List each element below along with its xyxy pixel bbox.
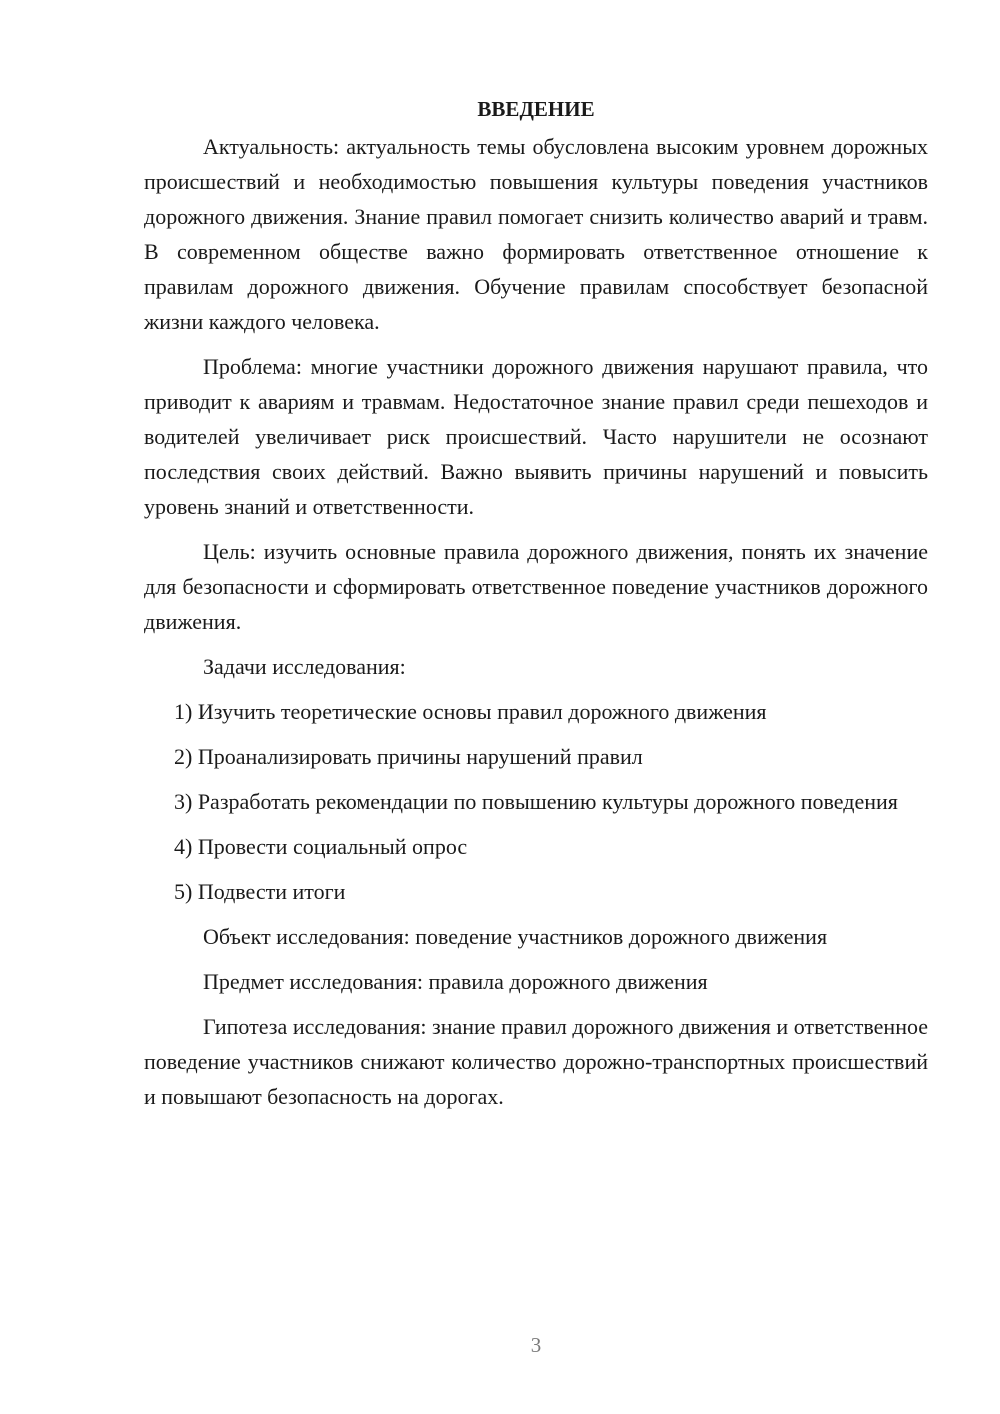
relevance-paragraph: Актуальность: актуальность темы обусловлена высоким уровнем дорожных происшествий и необходимостью повышения культуры поведения участников дорожного движения. Знание правил помогает снизить количество аварий и травм. В современном обществе важно формировать ответственное отношение к правилам дорожного движения. Обучение правилам способствует безопасной жизни каждого человека. [144, 134, 928, 334]
research-subject: Предмет исследования: правила дорожного движения [203, 969, 708, 994]
task-item-1: 1) Изучить теоретические основы правил дорожного движения [174, 699, 767, 724]
task-item-2: 2) Проанализировать причины нарушений правил [174, 744, 643, 769]
problem-paragraph: Проблема: многие участники дорожного движения нарушают правила, что приводит к авариям и травмам. Недостаточное знание правил среди пешеходов и водителей увеличивает риск происшествий. Часто нарушители не осознают последствия своих действий. Важно выявить причины нарушений и повысить уровень знаний и ответственности. [144, 354, 928, 519]
goal-paragraph: Цель: изучить основные правила дорожного движения, понять их значение для безопасности и сформировать ответственное поведение участников дорожного движения. [144, 539, 928, 634]
page-content [144, 92, 928, 1124]
task-item-5: 5) Подвести итоги [174, 879, 346, 904]
page-number: 3 [530, 1333, 542, 1357]
research-object: Объект исследования: поведение участников дорожного движения [203, 924, 828, 949]
tasks-heading: Задачи исследования: [203, 654, 406, 679]
task-item-4: 4) Провести социальный опрос [174, 834, 468, 859]
task-item-3: 3) Разработать рекомендации по повышению культуры дорожного поведения [174, 789, 898, 814]
page-title: ВВЕДЕНИЕ [477, 97, 595, 121]
hypothesis-paragraph: Гипотеза исследования: знание правил дорожного движения и ответственное поведение участников снижают количество дорожно-транспортных происшествий и повышают безопасность на дорогах. [144, 1014, 928, 1109]
